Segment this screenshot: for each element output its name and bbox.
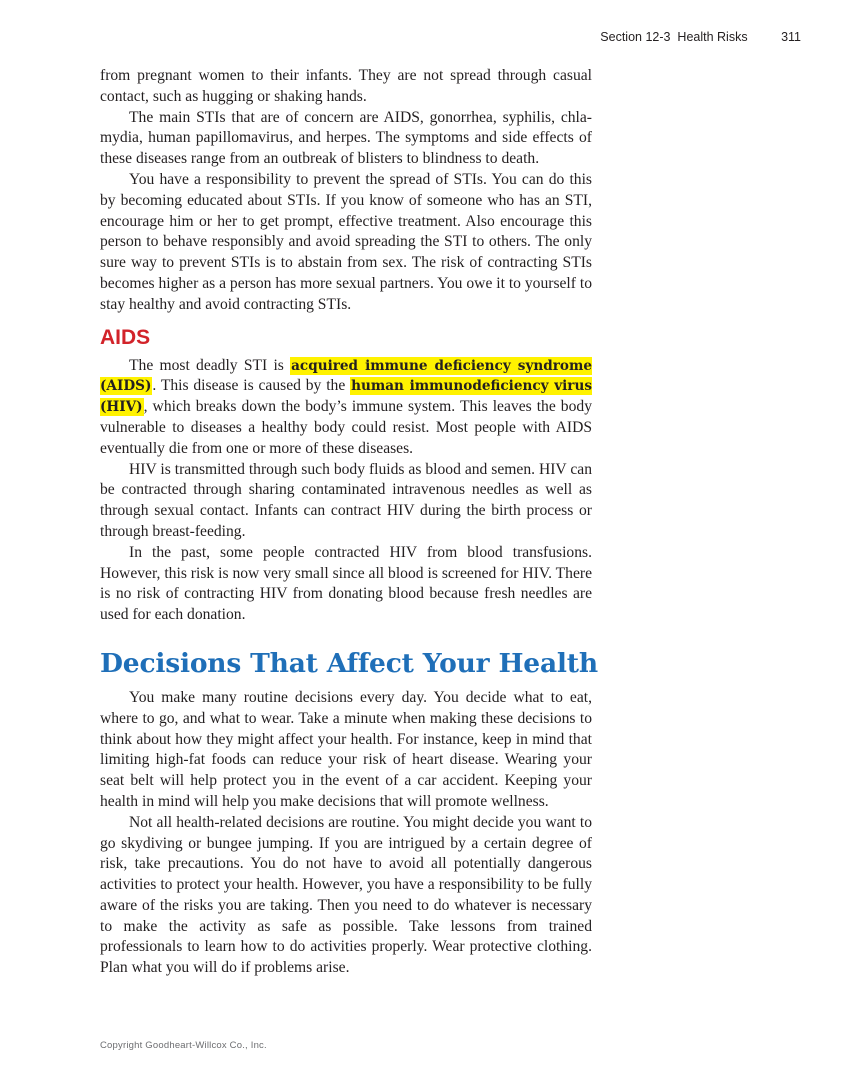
text-run: , which breaks down the body’s immune system. This leaves the body vulnerable to diseases a healthy body could resist. Most people with AIDS eventually die from one or more of these diseases. (100, 398, 592, 457)
key-term-aids: acquired immune deficiency syndrome (AIDS) (100, 357, 593, 395)
paragraph: HIV is transmitted through such body fluids as blood and semen. HIV can be contracted through sharing contaminated intravenous needles as well as through sexual contact. Infants can contract HIV during the birth process or through breast-feeding. (100, 460, 592, 540)
paragraph: In the past, some people contracted HIV from blood transfusions. However, this risk is now very small since all blood is screened for HIV. There is no risk of contracting HIV from donating blood because fresh needles are used for each donation. (100, 543, 592, 624)
aids-heading: AIDS (100, 325, 151, 349)
key-term-hiv: human immunodeficiency virus (HIV) (100, 378, 592, 416)
paragraph: You have a responsibility to prevent the spread of STIs. You can do this by becoming educated about STIs. If you know of someone who has an STI, encourage him or her to get prompt, effective treatment. Also encourage this person to behave responsibly and avoid spreading the STI to others. The only sure way to prevent STIs is to abstain from sex. The risk of contracting STIs becomes higher as a person has more sexual partners. You owe it to yourself to stay healthy and avoid contracting STIs. (100, 170, 592, 313)
decisions-section (100, 688, 592, 979)
page-number: 311 (781, 30, 801, 44)
paragraph: The main STIs that are of concern are AIDS, gonorrhea, syphilis, chla-mydia, human papillomavirus, and herpes. The symptoms and side effects of these diseases range from an outbreak of blisters to blindness to death. (100, 108, 592, 168)
paragraph: from pregnant women to their infants. They are not spread through casual contact, such as hugging or shaking hands. (100, 67, 592, 105)
running-head (600, 30, 801, 44)
section-label: Section 12-3 Health Risks (600, 30, 748, 44)
paragraph (100, 356, 592, 460)
text-run: . This disease is caused by the (152, 377, 351, 395)
paragraph: You make many routine decisions every day. You decide what to eat, where to go, and what to wear. Take a minute when making these decisions to think about how they might affect your health. For instance, keep in mind that limiting high-fat foods can reduce your risk of heart disease. Wearing your seat belt will help protect you in the event of a car accident. Keeping your health in mind will help you make decisions that will promote wellness. (100, 688, 592, 810)
aids-section (100, 356, 592, 626)
page-body (100, 66, 598, 979)
text-run: The most deadly STI is (129, 356, 291, 374)
paragraph: Not all health-related decisions are routine. You might decide you want to go skydiving or bungee jumping. If you are intrigued by a certain degree of risk, take precautions. You do not have to avoid all potentially dangerous activities to protect your health. However, you have a responsibility to be fully aware of the risks you are taking. Then you need to do whatever is necessary to make the activity as safe as possible. Take lessons from trained professionals to learn how to do activities properly. Wear protective clothing. Plan what you will do if problems arise. (100, 813, 592, 977)
intro-section (100, 66, 592, 316)
copyright-footer: Copyright Goodheart-Willcox Co., Inc. (100, 1040, 267, 1051)
decisions-heading: Decisions That Affect Your Health (100, 647, 598, 679)
